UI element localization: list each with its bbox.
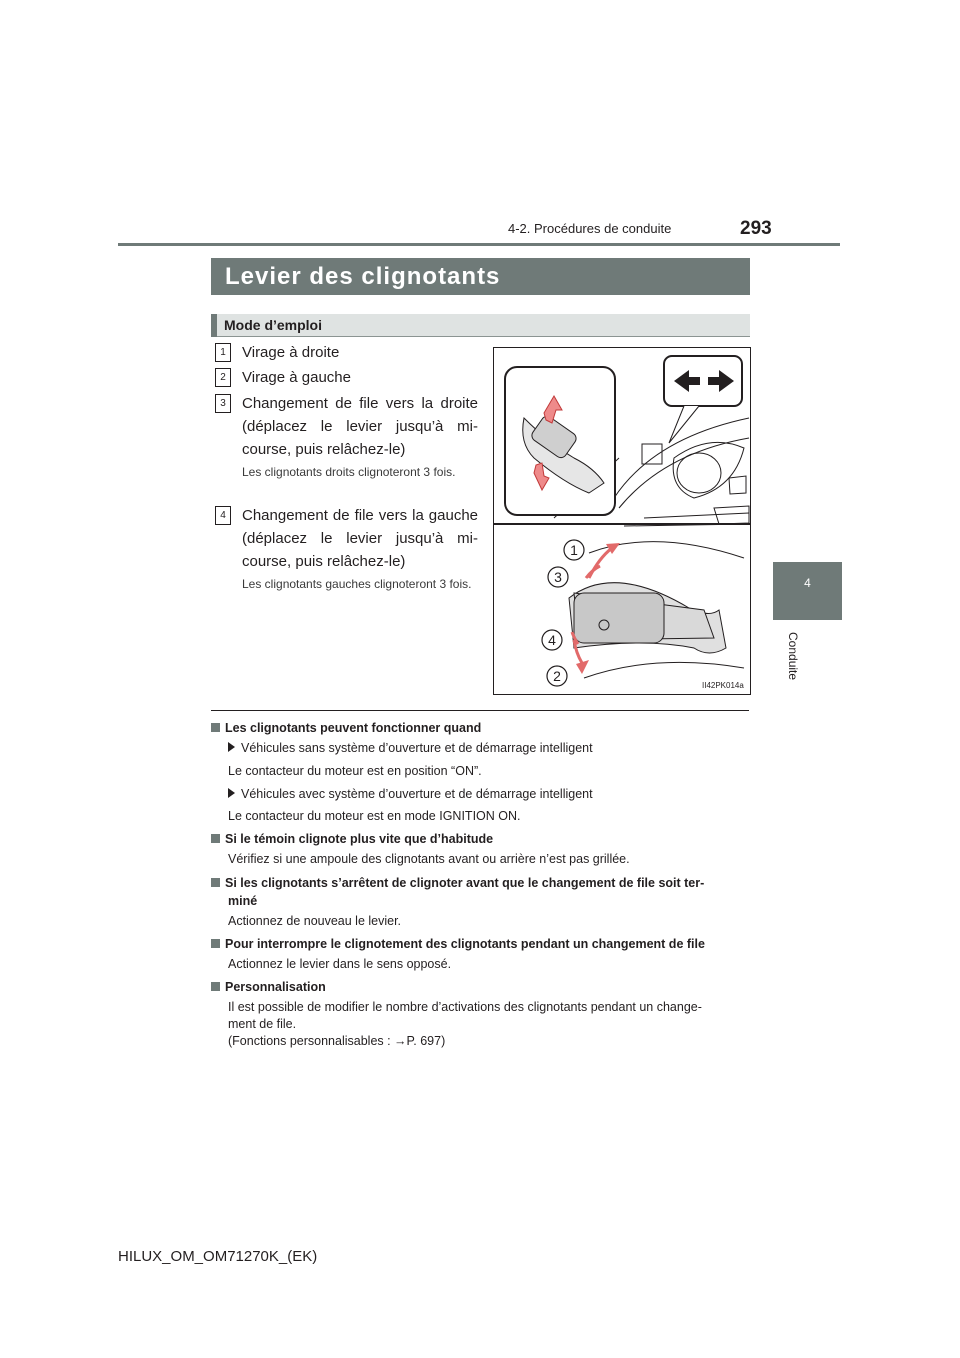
- callout-4: 4: [548, 632, 556, 648]
- chapter-number: 4: [804, 576, 811, 590]
- square-bullet-icon: [211, 939, 220, 948]
- item-number: 2: [215, 368, 231, 387]
- note-heading: [211, 720, 751, 737]
- square-bullet-icon: [211, 723, 220, 732]
- item-text: Changement de file vers la gauche (déplacez le levier jusqu’à mi-course, puis relâchez-le): [242, 507, 478, 570]
- note-heading: [211, 831, 751, 848]
- item-text: Virage à droite: [242, 344, 340, 361]
- note-text: Le contacteur du moteur est en position “ON”.: [228, 764, 482, 778]
- item-number: 4: [215, 506, 231, 525]
- note-text: ment de file.: [228, 1017, 297, 1031]
- item-note: Les clignotants gauches clignoteront 3 fois.: [242, 577, 472, 591]
- page-number: 293: [740, 218, 772, 239]
- title-bar: [211, 258, 750, 295]
- note-heading-continued: miné: [228, 894, 258, 908]
- cross-reference-link[interactable]: (Fonctions personnalisables : →P. 697): [228, 1034, 446, 1048]
- item-number: 1: [215, 343, 231, 362]
- note-bullet: [228, 786, 593, 803]
- illustration-svg: [494, 348, 750, 694]
- note-bullet-text: Véhicules sans système d’ouverture et de démarrage intelligent: [241, 741, 593, 755]
- note-heading-text: Les clignotants peuvent fonctionner quand: [225, 721, 482, 735]
- document-code: HILUX_OM_OM71270K_(EK): [118, 1248, 318, 1265]
- subheading: Mode d’emploi: [224, 317, 322, 333]
- subheading-bar: [211, 314, 750, 337]
- note-heading: [211, 936, 751, 953]
- triangle-bullet-icon: [228, 788, 235, 798]
- note-bullet-text: Véhicules avec système d’ouverture et de démarrage intelligent: [241, 787, 593, 801]
- callout-1: 1: [570, 542, 578, 558]
- note-text: Il est possible de modifier le nombre d’activations des clignotants pendant un change-: [228, 1000, 702, 1014]
- callout-3: 3: [554, 569, 562, 585]
- item-note: Les clignotants droits clignoteront 3 fois.: [242, 465, 456, 479]
- header-divider: [118, 243, 840, 246]
- item-text: Virage à gauche: [242, 369, 351, 386]
- section-title: 4-2. Procédures de conduite: [508, 221, 672, 236]
- page-title: Levier des clignotants: [225, 263, 501, 290]
- square-bullet-icon: [211, 878, 220, 887]
- item-number: 3: [215, 394, 231, 413]
- turn-signal-lever-illustration: [493, 347, 751, 695]
- note-bullet: [228, 740, 593, 757]
- figure-code: II42PK014a: [702, 681, 744, 690]
- note-heading: [211, 979, 751, 996]
- section-divider: [211, 710, 749, 711]
- chapter-tab: [773, 562, 842, 620]
- triangle-bullet-icon: [228, 742, 235, 752]
- note-heading: [211, 875, 751, 892]
- square-bullet-icon: [211, 834, 220, 843]
- lever-down-arrow-icon: [576, 660, 589, 674]
- subheading-accent: [211, 314, 217, 337]
- note-text: Actionnez de nouveau le levier.: [228, 914, 402, 928]
- square-bullet-icon: [211, 982, 220, 991]
- item-text: Changement de file vers la droite (déplacez le levier jusqu’à mi-course, puis relâchez-le): [242, 395, 478, 458]
- note-heading-text: Pour interrompre le clignotement des clignotants pendant un changement de file: [225, 937, 705, 951]
- note-text: Vérifiez si une ampoule des clignotants avant ou arrière n’est pas grillée.: [228, 852, 630, 866]
- note-heading-text: Si les clignotants s’arrêtent de clignoter avant que le changement de file soit ter-: [225, 876, 705, 890]
- callout-2: 2: [553, 668, 561, 684]
- chapter-label: Conduite: [786, 632, 800, 681]
- note-text: Actionnez le levier dans le sens opposé.: [228, 957, 452, 971]
- note-heading-text: Personnalisation: [225, 980, 326, 994]
- note-heading-text: Si le témoin clignote plus vite que d’habitude: [225, 832, 494, 846]
- note-text: Le contacteur du moteur est en mode IGNITION ON.: [228, 809, 521, 823]
